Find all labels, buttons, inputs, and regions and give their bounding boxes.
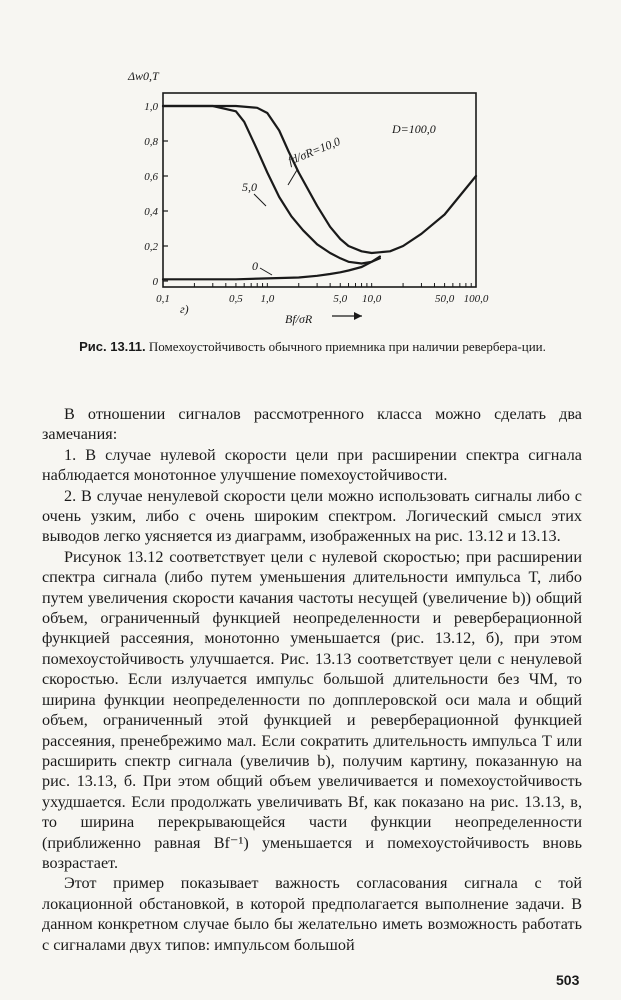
caption-label: Рис. 13.11. <box>79 339 146 354</box>
page-number: 503 <box>556 972 580 988</box>
paragraph: Этот пример показывает важность согласования сигнала с той локационной обстановкой, в которой предполагается выполнение задачи. В данном конкретном случае было бы желательно иметь возможность работать с сигналами двух типов: импульсом большой <box>42 874 582 954</box>
series-line-2 <box>163 257 380 280</box>
y-tick-label: 0 <box>152 276 158 288</box>
x-tick-label: 10,0 <box>362 293 382 305</box>
series-line-1 <box>163 106 380 264</box>
y-axis-label: Δw0,T <box>128 69 159 83</box>
x-tick-label: 0,1 <box>156 293 170 305</box>
caption-text: Помехоустойчивость обычного приемника при наличии ревербера-ции. <box>148 339 546 354</box>
x-axis-arrowhead <box>354 312 362 320</box>
curve-label-0: 0 <box>252 259 258 273</box>
y-tick-label: 0,4 <box>144 206 158 218</box>
y-tick-label: 0,6 <box>144 171 158 183</box>
figure-caption <box>40 338 585 355</box>
paragraph: В отношении сигналов рассмотренного класса можно сделать два замечания: <box>42 405 582 444</box>
paragraph: 2. В случае ненулевой скорости цели можно использовать сигналы либо с очень узким, либо с очень широким спектром. Логический смысл этих выводов легко уясняется из диаграмм, изображенных на рис. 13.12 и 13.13. <box>42 486 582 546</box>
x-tick-label: 100,0 <box>463 293 489 305</box>
curve-label-leader <box>288 170 297 185</box>
paragraph: Рисунок 13.12 соответствует цели с нулевой скоростью; при расширении спектра сигнала (либо путем уменьшения длительности импульса T, либо путем увеличения скорости качания частоты несущей (увеличение b)) общий объем, ограниченный функцией неопределенности и реверберационной функцией рассеяния, монотонно уменьшается (рис. 13.12, б), при этом помехоустойчивость улучшается. Рис. 13.13 соответствует цели с ненулевой скоростью. Если излучается импульс большой длительности без ЧМ, то ширина функции неопределенности по допплеровской оси мала и общий объем, ограниченный этой функцией и реверберационной функцией рассеяния, пренебрежимо мал. Если сократить длительность импульса T или расширить спектр сигнала (увеличив b), получим картину, показанную на рис. 13.13, б. При этом общий объем увеличивается и помехоустойчивость ухудшается. Если продолжать увеличивать Bf, как показано на рис. 13.13, в, то ширина перекрывающейся части функции неопределенности (приближенно равная Bf⁻¹) уменьшается и помехоустойчивость вновь возрастает. <box>42 547 582 872</box>
curve-label-5: 5,0 <box>242 180 257 194</box>
x-tick-label: 1,0 <box>260 293 275 305</box>
panel-label: г) <box>180 302 189 316</box>
x-tick-label: 50,0 <box>434 293 455 305</box>
x-tick-label: 5,0 <box>333 293 348 305</box>
reverberation-chart <box>0 0 621 340</box>
curve-label-leader <box>254 194 266 206</box>
body-text <box>42 404 582 955</box>
y-tick-label: 0,2 <box>144 241 158 253</box>
curve-label-leader <box>260 268 272 275</box>
x-tick-label: 0,5 <box>229 293 243 305</box>
parameter-annotation: D=100,0 <box>392 122 436 136</box>
y-tick-label: 1,0 <box>144 101 158 113</box>
curve-label-10: fd/σR=10,0 <box>285 134 343 168</box>
paragraph: 1. В случае нулевой скорости цели при расширении спектра сигнала наблюдается монотонное улучшение помехоустойчивости. <box>42 445 582 485</box>
x-axis-label: Bf/σR <box>285 312 313 326</box>
y-tick-label: 0,8 <box>144 136 158 148</box>
